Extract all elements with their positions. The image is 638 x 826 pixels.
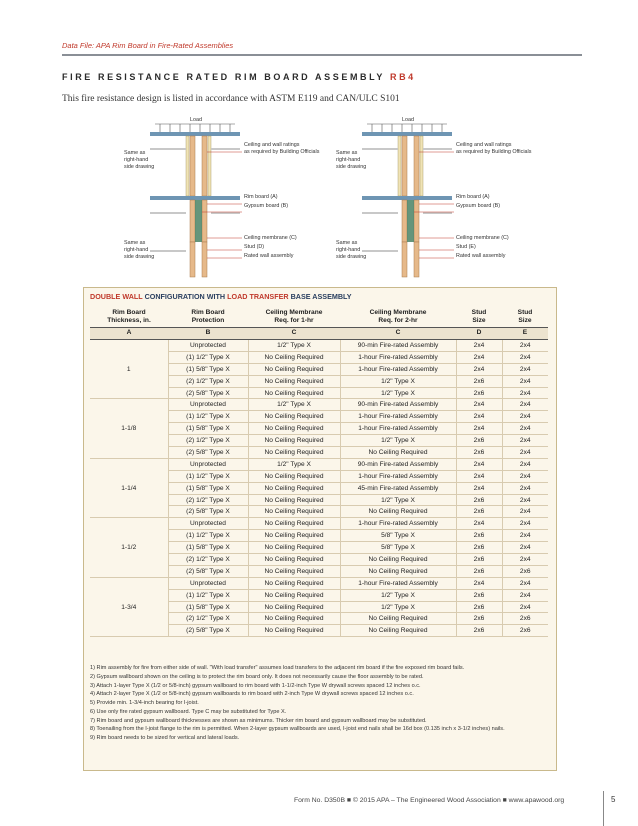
table-cell: 1/2" Type X — [340, 494, 456, 506]
table-cell: 1/2" Type X — [340, 435, 456, 447]
label-line: side drawing — [124, 164, 155, 170]
label-line: right-hand — [124, 157, 149, 163]
table-row — [90, 399, 548, 411]
table-cell: 2x6 — [456, 554, 502, 566]
table-cell: 2x4 — [502, 363, 548, 375]
page-subtitle: This fire resistance design is listed in accordance with ASTM E119 and CAN/ULC S101 — [62, 94, 400, 104]
table-cell: (2) 5/8" Type X — [168, 625, 248, 637]
column-letter: D — [456, 328, 502, 340]
column-header-line: Req. for 1-hr — [274, 317, 314, 324]
column-header-line: Rim Board — [191, 308, 225, 316]
column-header — [168, 307, 248, 328]
column-header-line: Stud — [517, 308, 533, 316]
table-cell: 1/2" Type X — [248, 399, 340, 411]
table-cell: No Ceiling Required — [248, 387, 340, 399]
document-header-label: Data File: APA Rim Board in Fire-Rated Assemblies — [62, 41, 234, 50]
table-cell: 2x6 — [502, 565, 548, 577]
table-cell: (2) 5/8" Type X — [168, 447, 248, 459]
table-cell: Unprotected — [168, 458, 248, 470]
table-cell: (2) 5/8" Type X — [168, 387, 248, 399]
table-cell: 2x4 — [502, 411, 548, 423]
table-title-part: CONFIGURATION WITH — [142, 292, 228, 301]
table-cell: Unprotected — [168, 399, 248, 411]
table-cell: 2x6 — [456, 530, 502, 542]
table-cell: (1) 1/2" Type X — [168, 411, 248, 423]
table-body — [90, 340, 548, 637]
table-cell: 2x4 — [456, 470, 502, 482]
ceiling-ratings-label — [244, 142, 319, 156]
note-item: 5) Provide min. 1-3/4-inch bearing for I-joist. — [90, 700, 199, 707]
table-cell: No Ceiling Required — [248, 411, 340, 423]
label-line: side drawing — [124, 254, 155, 260]
table-cell: (2) 5/8" Type X — [168, 506, 248, 518]
table-cell: 2x4 — [502, 482, 548, 494]
table-cell: (1) 1/2" Type X — [168, 470, 248, 482]
table-cell: 2x6 — [456, 375, 502, 387]
table-cell: (1) 1/2" Type X — [168, 589, 248, 601]
label-line: Same as — [124, 150, 146, 156]
column-header-line: Ceiling Membrane — [369, 308, 427, 316]
table-cell: No Ceiling Required — [248, 565, 340, 577]
table-cell: (2) 5/8" Type X — [168, 565, 248, 577]
note-item: 6) Use only fire rated gypsum wallboard. Type C may be substituted for Type X. — [90, 708, 287, 715]
column-letter: E — [502, 328, 548, 340]
table-cell: 90-min Fire-rated Assembly — [340, 399, 456, 411]
same-as-top-label — [124, 150, 154, 171]
table-cell: No Ceiling Required — [248, 613, 340, 625]
table-notes — [90, 665, 550, 744]
assembly-diagram-left — [110, 112, 340, 280]
configuration-table — [90, 307, 548, 637]
table-cell: No Ceiling Required — [248, 506, 340, 518]
table-cell: No Ceiling Required — [340, 554, 456, 566]
table-cell: 2x4 — [502, 447, 548, 459]
note-item: 7) Rim board and gypsum wallboard thicknesses are shown as minimums. Thicker rim board and gypsum wallboard may be substituted. — [90, 717, 427, 724]
ceiling-membrane-label: Ceiling membrane (C) — [456, 235, 509, 241]
page-number: 5 — [611, 795, 616, 804]
table-cell: (2) 1/2" Type X — [168, 375, 248, 387]
table-cell: 2x4 — [456, 577, 502, 589]
table-cell: 2x4 — [456, 351, 502, 363]
table-cell: 2x4 — [456, 458, 502, 470]
label-line: Same as — [336, 150, 358, 156]
table-cell: (1) 1/2" Type X — [168, 351, 248, 363]
column-header-line: Stud — [471, 308, 487, 316]
label-line: as required by Building Officials — [244, 149, 320, 155]
table-cell: (1) 5/8" Type X — [168, 601, 248, 613]
label-line: side drawing — [336, 164, 367, 170]
table-cell: 2x6 — [456, 494, 502, 506]
table-cell: (1) 5/8" Type X — [168, 542, 248, 554]
table-cell: 2x6 — [456, 435, 502, 447]
table-cell: 2x4 — [502, 470, 548, 482]
table-cell: No Ceiling Required — [248, 351, 340, 363]
note-item: 3) Attach 1-layer Type X (1/2 or 5/8-inch) gypsum wallboard to rim board with 1-1/2-inch Type W drywall screws spaced 12 inches o.c. — [90, 682, 421, 689]
table-cell: 2x4 — [456, 423, 502, 435]
table-cell: No Ceiling Required — [340, 613, 456, 625]
table-row — [90, 577, 548, 589]
table-cell: (1) 5/8" Type X — [168, 423, 248, 435]
table-cell: 2x4 — [502, 554, 548, 566]
column-header-line: Rim Board — [112, 308, 146, 316]
table-cell: 2x6 — [456, 613, 502, 625]
rated-wall-label: Rated wall assembly — [244, 253, 294, 259]
table-header-row — [90, 307, 548, 328]
table-cell: 1-hour Fire-rated Assembly — [340, 577, 456, 589]
column-header-line: Size — [472, 317, 486, 324]
stud-label: Stud (D) — [244, 244, 265, 250]
table-cell: No Ceiling Required — [248, 482, 340, 494]
gypsum-board-label: Gypsum board (B) — [456, 203, 501, 209]
table-cell: 2x4 — [502, 542, 548, 554]
note-item: 4) Attach 2-layer Type X (1/2 or 5/8-inch) gypsum wallboards to rim board with 2-inch Type W drywall screws spaced 12 inches o.c. — [90, 691, 414, 698]
table-cell: 2x4 — [502, 351, 548, 363]
table-cell: 1-hour Fire-rated Assembly — [340, 518, 456, 530]
table-cell: 2x4 — [502, 601, 548, 613]
header-divider — [62, 54, 582, 56]
table-cell: 1/2" Type X — [340, 601, 456, 613]
label-line: right-hand — [336, 247, 361, 253]
table-cell: 2x4 — [502, 577, 548, 589]
table-cell: No Ceiling Required — [248, 625, 340, 637]
assembly-diagram-right — [322, 112, 552, 280]
table-cell: No Ceiling Required — [340, 447, 456, 459]
table-cell: 2x4 — [502, 399, 548, 411]
table-cell: (2) 1/2" Type X — [168, 494, 248, 506]
column-letter: C — [248, 328, 340, 340]
table-cell: 90-min Fire-rated Assembly — [340, 340, 456, 352]
column-letter: B — [168, 328, 248, 340]
column-header — [456, 307, 502, 328]
note-item: 2) Gypsum wallboard shown on the ceiling is to protect the rim board only. It does not necessarily cause the floor assembly to be rated. — [90, 673, 424, 680]
table-cell: 2x6 — [502, 625, 548, 637]
table-cell: 2x6 — [456, 387, 502, 399]
title-main: FIRE RESISTANCE RATED RIM BOARD ASSEMBLY — [62, 72, 385, 82]
table-row — [90, 518, 548, 530]
same-as-bottom-label — [336, 240, 366, 261]
label-line: Same as — [336, 240, 358, 246]
label-line: Ceiling and wall ratings — [244, 142, 300, 148]
table-cell: 2x4 — [456, 399, 502, 411]
table-cell: No Ceiling Required — [248, 494, 340, 506]
table-title — [90, 292, 352, 301]
table-cell: No Ceiling Required — [340, 565, 456, 577]
gypsum-board-label: Gypsum board (B) — [244, 203, 289, 209]
table-cell: 1/2" Type X — [340, 387, 456, 399]
table-cell: 2x4 — [502, 387, 548, 399]
table-cell: 2x4 — [456, 411, 502, 423]
load-label: Load — [402, 117, 414, 123]
table-cell: 2x6 — [502, 613, 548, 625]
page-footer: Form No. D350B ■ © 2015 APA – The Engineered Wood Association ■ www.apawood.org — [294, 797, 565, 804]
table-cell: No Ceiling Required — [248, 554, 340, 566]
table-cell: Unprotected — [168, 577, 248, 589]
table-cell: 2x4 — [502, 530, 548, 542]
table-letter-row — [90, 328, 548, 340]
table-cell: (1) 5/8" Type X — [168, 482, 248, 494]
table-cell: 1-hour Fire-rated Assembly — [340, 351, 456, 363]
table-cell: No Ceiling Required — [248, 470, 340, 482]
table-cell: 2x4 — [502, 435, 548, 447]
table-cell: Unprotected — [168, 340, 248, 352]
table-cell: (2) 1/2" Type X — [168, 613, 248, 625]
ceiling-membrane-label: Ceiling membrane (C) — [244, 235, 297, 241]
table-title-part: LOAD TRANSFER — [227, 292, 289, 301]
label-line: side drawing — [336, 254, 367, 260]
rim-thickness-cell: 1-1/8 — [90, 399, 168, 458]
table-cell: 5/8" Type X — [340, 530, 456, 542]
table-cell: 2x6 — [456, 542, 502, 554]
table-cell: 2x6 — [456, 506, 502, 518]
table-title-part: DOUBLE WALL — [90, 292, 143, 301]
configuration-table-panel — [83, 287, 557, 771]
rim-board-label: Rim board (A) — [244, 194, 278, 200]
stud-label: Stud (E) — [456, 244, 476, 250]
table-cell: No Ceiling Required — [248, 435, 340, 447]
table-cell: 2x4 — [502, 340, 548, 352]
column-header — [502, 307, 548, 328]
rated-wall-label: Rated wall assembly — [456, 253, 506, 259]
table-cell: 2x4 — [502, 423, 548, 435]
table-cell: 5/8" Type X — [340, 542, 456, 554]
table-cell: No Ceiling Required — [248, 363, 340, 375]
note-item: 8) Toenailing from the I-joist flange to the rim is permitted. When 2-layer gypsum wallboards are used, I-joist end nails shall be 16d box (0.135 inch x 3-1/2 inches) nails. — [90, 726, 505, 733]
table-cell: 2x4 — [502, 518, 548, 530]
note-item: 9) Rim board needs to be sized for vertical and lateral loads. — [90, 735, 240, 742]
same-as-bottom-label — [124, 240, 154, 261]
table-cell: 2x4 — [456, 363, 502, 375]
table-cell: No Ceiling Required — [248, 601, 340, 613]
table-cell: No Ceiling Required — [340, 625, 456, 637]
table-cell: No Ceiling Required — [340, 506, 456, 518]
table-cell: 1-hour Fire-rated Assembly — [340, 411, 456, 423]
table-cell: No Ceiling Required — [248, 423, 340, 435]
table-cell: 2x4 — [456, 340, 502, 352]
table-cell: 2x6 — [456, 625, 502, 637]
label-line: Ceiling and wall ratings — [456, 142, 512, 148]
table-cell: 1/2" Type X — [340, 375, 456, 387]
table-cell: 1-hour Fire-rated Assembly — [340, 363, 456, 375]
table-cell: 2x4 — [502, 375, 548, 387]
column-header — [90, 307, 168, 328]
table-cell: 2x4 — [502, 506, 548, 518]
table-cell: 2x6 — [456, 565, 502, 577]
title-code: RB4 — [389, 72, 416, 82]
rim-board-label: Rim board (A) — [456, 194, 490, 200]
table-row — [90, 340, 548, 352]
column-header-line: Req. for 2-hr — [378, 317, 418, 324]
table-cell: 1/2" Type X — [248, 458, 340, 470]
table-cell: 2x6 — [456, 589, 502, 601]
label-line: as required by Building Officials — [456, 149, 532, 155]
rim-thickness-cell: 1 — [90, 340, 168, 399]
note-item: 1) Rim assembly for fire from either side of wall. "With load transfer" assumes load transfers to the adjacent rim board if the fire exposed rim board fails. — [90, 665, 465, 671]
table-cell: 2x6 — [456, 601, 502, 613]
column-header — [340, 307, 456, 328]
column-header — [248, 307, 340, 328]
table-cell: 1-hour Fire-rated Assembly — [340, 423, 456, 435]
table-cell: (1) 5/8" Type X — [168, 363, 248, 375]
table-cell: 1/2" Type X — [248, 340, 340, 352]
same-as-top-label — [336, 150, 366, 171]
table-cell: (2) 1/2" Type X — [168, 435, 248, 447]
table-cell: No Ceiling Required — [248, 577, 340, 589]
table-cell: No Ceiling Required — [248, 447, 340, 459]
label-line: right-hand — [336, 157, 361, 163]
column-letter: C — [340, 328, 456, 340]
table-cell: No Ceiling Required — [248, 375, 340, 387]
column-header-line: Size — [518, 317, 532, 324]
table-cell: No Ceiling Required — [248, 589, 340, 601]
page-title — [62, 72, 416, 82]
table-cell: (1) 1/2" Type X — [168, 530, 248, 542]
table-cell: (2) 1/2" Type X — [168, 554, 248, 566]
table-cell: 2x4 — [502, 494, 548, 506]
footer-divider — [603, 791, 604, 826]
column-letter: A — [90, 328, 168, 340]
table-cell: 1-hour Fire-rated Assembly — [340, 470, 456, 482]
table-row — [90, 458, 548, 470]
label-line: Same as — [124, 240, 146, 246]
column-header-line: Ceiling Membrane — [265, 308, 323, 316]
load-label: Load — [190, 117, 202, 123]
table-cell: 90-min Fire-rated Assembly — [340, 458, 456, 470]
table-cell: 45-min Fire-rated Assembly — [340, 482, 456, 494]
table-cell: 1/2" Type X — [340, 589, 456, 601]
table-cell: 2x4 — [502, 589, 548, 601]
rim-thickness-cell: 1-3/4 — [90, 577, 168, 636]
column-header-line: Thickness, in. — [107, 317, 151, 324]
table-cell: Unprotected — [168, 518, 248, 530]
table-cell: No Ceiling Required — [248, 518, 340, 530]
table-cell: 2x4 — [502, 458, 548, 470]
table-cell: No Ceiling Required — [248, 542, 340, 554]
table-title-part: BASE ASSEMBLY — [288, 292, 352, 301]
table-cell: No Ceiling Required — [248, 530, 340, 542]
table-cell: 2x6 — [456, 447, 502, 459]
ceiling-ratings-label — [456, 142, 531, 156]
table-cell: 2x4 — [456, 482, 502, 494]
rim-thickness-cell: 1-1/4 — [90, 458, 168, 517]
rim-thickness-cell: 1-1/2 — [90, 518, 168, 577]
column-header-line: Protection — [191, 317, 225, 324]
table-cell: 2x4 — [456, 518, 502, 530]
label-line: right-hand — [124, 247, 149, 253]
